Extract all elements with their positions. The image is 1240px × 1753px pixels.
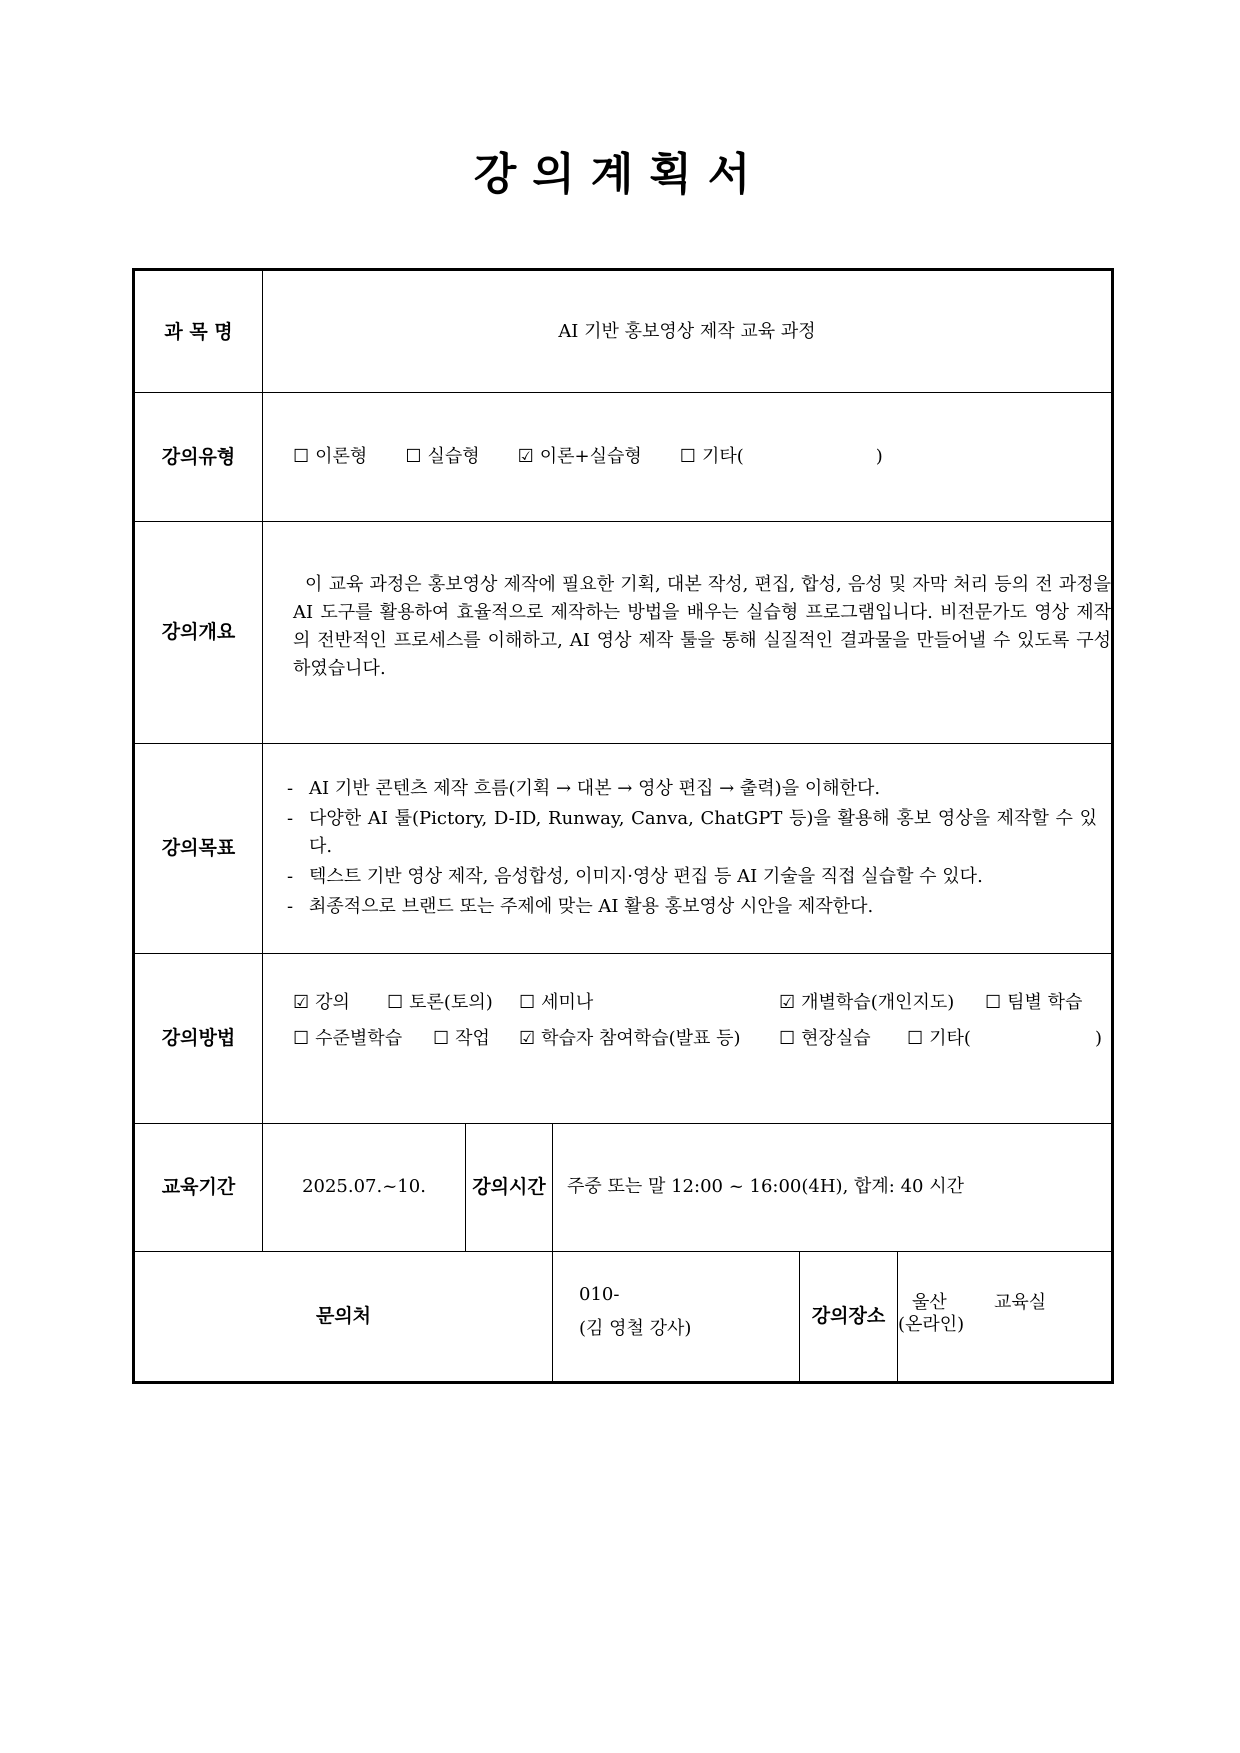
period-value: 2025.07.~10. <box>302 1176 426 1197</box>
method-options <box>293 989 1103 1061</box>
goal-item: - 텍스트 기반 영상 제작, 음성합성, 이미지·영상 편집 등 AI 기술을 직접 실습할 수 있다. <box>287 866 983 887</box>
checkbox-icon: ☐ <box>405 445 422 467</box>
method-option-other[interactable]: ☐ 기타( <box>907 1025 971 1053</box>
method-option-level[interactable]: ☐ 수준별학습 <box>293 1025 402 1053</box>
time-label: 강의시간 <box>472 1176 546 1198</box>
method-option-lecture[interactable]: ☑ 강의 <box>293 989 350 1017</box>
method-option-field[interactable]: ☐ 현장실습 <box>779 1025 871 1053</box>
goal-item: - AI 기반 콘텐츠 제작 흐름(기획 → 대본 → 영상 편집 → 출력)을 이해한다. <box>287 778 881 799</box>
goals-list <box>287 773 1097 923</box>
method-label: 강의방법 <box>161 1027 236 1049</box>
place-room: 교육실 <box>994 1292 1047 1313</box>
goals-cell <box>263 743 1111 953</box>
method-option-individual[interactable]: ☑ 개별학습(개인지도) <box>779 989 954 1017</box>
place-city: 울산 <box>912 1292 947 1313</box>
place-online: (온라인) <box>898 1314 965 1335</box>
method-cell <box>263 953 1111 1123</box>
checkbox-checked-icon: ☑ <box>779 992 796 1013</box>
contact-label: 문의처 <box>315 1305 372 1327</box>
method-option-seminar[interactable]: ☐ 세미나 <box>519 989 593 1017</box>
checkbox-icon: ☐ <box>985 992 1002 1013</box>
checkbox-icon: ☐ <box>679 445 696 467</box>
method-option-discussion[interactable]: ☐ 토론(토의) <box>387 989 493 1017</box>
contact-phone: 010- <box>579 1284 620 1305</box>
checkbox-checked-icon: ☑ <box>293 992 310 1013</box>
type-option-theory-practice[interactable]: ☑ 이론+실습형 <box>518 443 642 471</box>
checkbox-icon: ☐ <box>387 992 404 1013</box>
place-value <box>898 1251 1111 1381</box>
type-option-practice[interactable]: ☐ 실습형 <box>405 443 479 471</box>
method-option-participation[interactable]: ☑ 학습자 참여학습(발표 등) <box>519 1025 741 1053</box>
type-option-theory[interactable]: ☐ 이론형 <box>293 443 367 471</box>
overview-label: 강의개요 <box>161 621 236 643</box>
goals-label: 강의목표 <box>161 837 236 859</box>
period-label: 교육기간 <box>161 1176 236 1198</box>
method-option-team[interactable]: ☐ 팀별 학습 <box>985 989 1082 1017</box>
overview-text: 이 교육 과정은 홍보영상 제작에 필요한 기획, 대본 작성, 편집, 합성, 음성 및 자막 처리 등의 전 과정을 AI 도구를 활용하여 효율적으로 제작하는 방법을 배우는 실습형 프로그램입니다. 비전문가도 영상 제작의 전반적인 프로세스를 이해하고, AI 영상 제작 툴을 통해 실질적인 결과물을 만들어낼 수 있도록 구성하였습니다. <box>293 574 1111 679</box>
subject-label: 과 목 명 <box>164 320 233 343</box>
method-other-close: ) <box>1095 1028 1103 1049</box>
subject-value: AI 기반 홍보영상 제작 교육 과정 <box>558 320 816 342</box>
time-value: 주중 또는 말 12:00 ~ 16:00(4H), 합계: 40 시간 <box>567 1176 964 1197</box>
contact-info <box>579 1281 691 1343</box>
method-option-work[interactable]: ☐ 작업 <box>433 1025 490 1053</box>
contact-value <box>553 1251 799 1381</box>
checkbox-icon: ☐ <box>293 1028 310 1049</box>
contact-name: (김 영철 강사) <box>579 1318 692 1339</box>
lecture-plan-table <box>132 268 1114 1384</box>
type-label: 강의유형 <box>161 445 236 468</box>
place-label: 강의장소 <box>811 1305 886 1327</box>
checkbox-icon: ☐ <box>293 445 310 467</box>
page-title: 강의계획서 <box>473 149 767 200</box>
checkbox-icon: ☐ <box>433 1028 450 1049</box>
checkbox-icon: ☐ <box>779 1028 796 1049</box>
type-option-other[interactable]: ☐ 기타( ) <box>680 443 883 471</box>
checkbox-checked-icon: ☑ <box>517 445 534 467</box>
checkbox-checked-icon: ☑ <box>519 1028 536 1049</box>
place-info <box>898 1289 1098 1349</box>
overview-cell <box>263 521 1111 743</box>
checkbox-icon: ☐ <box>907 1028 924 1049</box>
checkbox-icon: ☐ <box>519 992 536 1013</box>
goal-item: - 최종적으로 브랜드 또는 주제에 맞는 AI 활용 홍보영상 시안을 제작한다. <box>287 896 874 917</box>
goal-item: - 다양한 AI 툴(Pictory, D-ID, Runway, Canva, ChatGPT 등)을 활용해 홍보 영상을 제작할 수 있다. <box>287 808 1097 857</box>
type-options <box>263 392 1111 521</box>
